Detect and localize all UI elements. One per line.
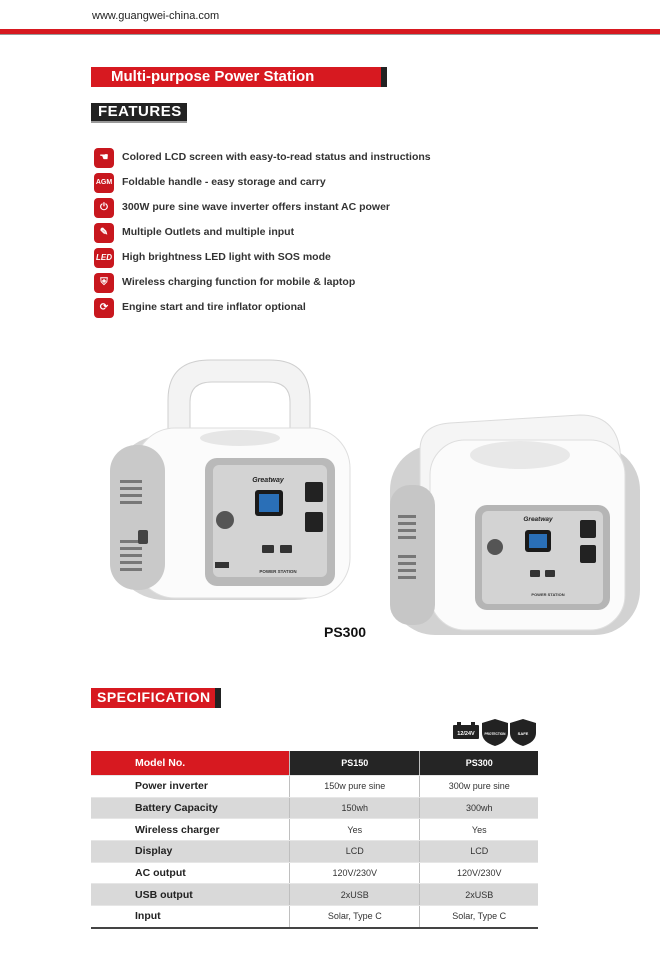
spec-heading-accent [215,688,221,708]
header-gray-rule [0,34,660,35]
table-header-row [91,751,538,776]
table-cell-label: Power inverter [91,776,290,798]
features-heading: FEATURES [98,103,182,120]
table-header-cell: PS150 [290,751,420,776]
table-cell-label: Input [91,906,290,928]
table-cell: 120V/230V [290,862,420,884]
website-url[interactable]: www.guangwei-china.com [92,10,220,22]
table-cell: 2xUSB [420,884,538,906]
table-cell: 300wh [420,797,538,819]
feature-text: Foldable handle - easy storage and carry [122,176,326,188]
brand-logo-front: Greatway [252,477,284,484]
table-cell-label: Wireless charger [91,819,290,841]
badge-protection: PROTECTION [484,732,506,736]
feature-text: Colored LCD screen with easy-to-read status and instructions [122,151,431,163]
spec-table [91,751,538,929]
table-cell: LCD [420,841,538,863]
title-bar-accent [381,67,387,87]
table-cell: 2xUSB [290,884,420,906]
feature-text: Engine start and tire inflator optional [122,301,306,313]
table-cell-label: AC output [91,862,290,884]
table-row [91,884,538,906]
table-cell: Yes [290,819,420,841]
table-row [91,862,538,884]
table-header-cell: Model No. [91,751,290,776]
spec-heading-bar [91,688,221,708]
table-cell-label: Battery Capacity [91,797,290,819]
table-cell: Solar, Type C [290,906,420,928]
features-heading-underline [91,121,187,123]
product-model-label: PS300 [324,624,367,640]
table-cell: 150wh [290,797,420,819]
led-icon: LED [94,248,114,268]
features-heading-bar [91,103,187,121]
power-button-icon: ⏻ [94,198,114,218]
shield-icon: ⛨ [94,273,114,293]
table-row [91,776,538,798]
badge-safe: SAFE [517,731,529,736]
feature-text: 300W pure sine wave inverter offers instant AC power [122,201,391,213]
refresh-icon: ⟳ [94,298,114,318]
feature-text: Wireless charging function for mobile & laptop [122,276,356,288]
agm-icon: AGM [94,173,114,193]
panel-label-angled: POWER STATION [531,592,565,597]
page-title-bar [91,67,387,87]
table-cell-label: Display [91,841,290,863]
table-cell: LCD [290,841,420,863]
product-image-angled [380,395,650,640]
spec-heading: SPECIFICATION [97,689,211,705]
plug-icon: ✎ [94,223,114,243]
panel-label-front: POWER STATION [259,569,297,574]
badge-voltage: 12/24V [457,731,475,737]
table-row [91,906,538,928]
feature-badges [452,717,537,747]
table-cell: Solar, Type C [420,906,538,928]
lcd-hand-icon: ☚ [94,148,114,168]
product-image-front [100,340,370,620]
table-row [91,797,538,819]
table-row [91,819,538,841]
table-cell: 150w pure sine [290,776,420,798]
table-cell: 120V/230V [420,862,538,884]
table-cell: 300w pure sine [420,776,538,798]
feature-text: High brightness LED light with SOS mode [122,251,331,263]
feature-text: Multiple Outlets and multiple input [122,226,295,238]
table-header-cell: PS300 [420,751,538,776]
table-cell-label: USB output [91,884,290,906]
brand-logo-angled: Greatway [523,516,553,523]
table-row [91,841,538,863]
page-title: Multi-purpose Power Station [111,68,315,85]
table-cell: Yes [420,819,538,841]
